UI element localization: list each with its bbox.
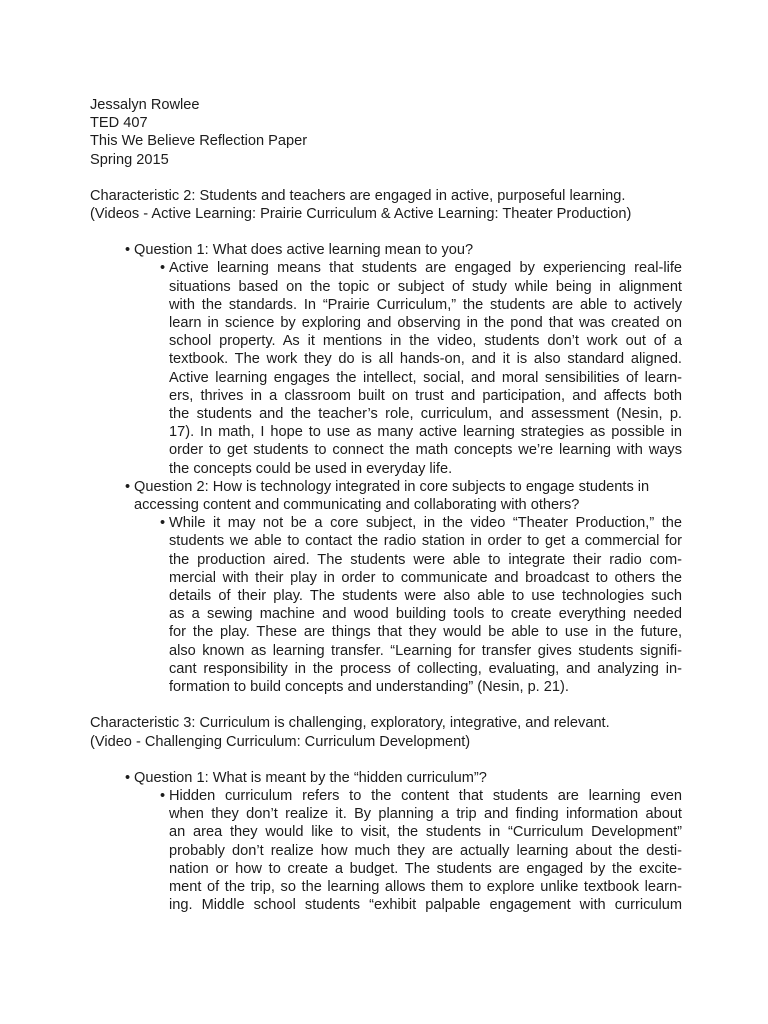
spacer (90, 751, 682, 769)
answer-line: the students and the teacher’s role, curriculum, and assessment (Nesin, p. (169, 406, 682, 423)
answer-text (169, 787, 682, 914)
section-heading: Characteristic 3: Curriculum is challenging, exploratory, integrative, and relevant. (90, 715, 610, 732)
answer-line: formation to build concepts and understanding” (Nesin, p. 21). (169, 679, 569, 696)
answer-line: the concepts could be used in everyday life. (169, 460, 453, 477)
answer-line: ing. Middle school students “exhibit palpable engagement with curriculum (169, 897, 682, 914)
answer-line: with the standards. In “Prairie Curriculum,” the students are able to actively (169, 296, 682, 313)
answer-line: mercial with their play in order to communicate and broadcast to others the (169, 569, 682, 586)
answer-item (90, 259, 682, 477)
answer-line: students we able to contact the radio station in order to get a commercial for (169, 533, 682, 550)
answer-line: While it may not be a core subject, in the video “Theater Production,” the (169, 515, 682, 532)
answer-line: ers, thrives in a classroom built on trust and participation, and affects both (169, 387, 682, 404)
answer-line: school property. As it mentions in the video, students don’t work out of a (169, 333, 682, 350)
document-page (90, 96, 682, 914)
document-header (90, 96, 682, 169)
answer-line: when they don’t realize it. By planning a trip and finding information about (169, 806, 682, 823)
question-text: Question 1: What is meant by the “hidden curriculum”? (134, 769, 487, 786)
question-item (90, 478, 682, 496)
bullet-icon: • (125, 478, 131, 495)
spacer (90, 169, 682, 187)
answer-item (90, 787, 682, 914)
question-item (90, 769, 682, 787)
answer-line: also known as learning transfer. “Learning for transfer gives students signifi- (169, 642, 682, 659)
author-name: Jessalyn Rowlee (90, 97, 200, 113)
question-text: Question 2: How is technology integrated in core subjects to engage students in (134, 478, 650, 495)
answer-line: as a sewing machine and wood building tools to create everything needed (169, 606, 682, 623)
answer-line: for the play. These are things that they would be able to use in the future, (169, 624, 682, 641)
answer-line: ment of the trip, so the learning allows them to explore unlike textbook learn- (169, 878, 682, 895)
question-item (90, 241, 682, 259)
paper-title: This We Believe Reflection Paper (90, 133, 308, 150)
course-code: TED 407 (90, 115, 148, 132)
section-videos: (Videos - Active Learning: Prairie Curriculum & Active Learning: Theater Production) (90, 206, 632, 223)
bullet-icon: • (160, 260, 166, 277)
answer-line: nation or how to create a budget. The students are engaged by the excite- (169, 860, 682, 877)
answer-item (90, 514, 682, 696)
answer-line: cant responsibility in the process of collecting, evaluating, and analyzing in- (169, 660, 682, 677)
answer-line: 17). In math, I hope to use as many active learning strategies as possible in (169, 424, 682, 441)
answer-line: Active learning engages the intellect, social, and moral sensibilities of learn- (169, 369, 682, 386)
question-text-continued: accessing content and communicating and collaborating with others? (134, 497, 580, 514)
bullet-icon: • (125, 242, 131, 259)
section-characteristic-2 (90, 187, 682, 696)
spacer (90, 696, 682, 714)
answer-text (169, 514, 682, 696)
answer-line: order to get students to connect the math concepts we’re learning with ways (169, 442, 682, 459)
answer-line: the production aired. The students were able to integrate their radio com- (169, 551, 682, 568)
section-characteristic-3 (90, 714, 682, 914)
answer-line: situations based on the topic or subject of study while being in alignment (169, 278, 682, 295)
section-heading: Characteristic 2: Students and teachers are engaged in active, purposeful learning. (90, 187, 626, 204)
bullet-icon: • (160, 515, 166, 532)
term: Spring 2015 (90, 151, 169, 168)
answer-line: Active learning means that students are engaged by experiencing real-life (169, 260, 682, 277)
answer-line: Hidden curriculum refers to the content that students are learning even (169, 787, 682, 804)
question-text: Question 1: What does active learning mean to you? (134, 242, 474, 259)
spacer (90, 223, 682, 241)
section-videos: (Video - Challenging Curriculum: Curriculum Development) (90, 733, 471, 750)
answer-line: textbook. The work they do is all hands-on, and it is also standard aligned. (169, 351, 682, 368)
answer-line: an area they would like to visit, the students in “Curriculum Development” (169, 824, 682, 841)
bullet-icon: • (125, 769, 131, 786)
answer-text (169, 259, 682, 477)
answer-line: learn in science by exploring and observing in the pond that was created on (169, 315, 682, 332)
answer-line: probably don’t realize how much they are actually learning about the desti- (169, 842, 682, 859)
answer-line: details of their play. The students were also able to use technologies such (169, 588, 682, 605)
bullet-icon: • (160, 787, 166, 804)
